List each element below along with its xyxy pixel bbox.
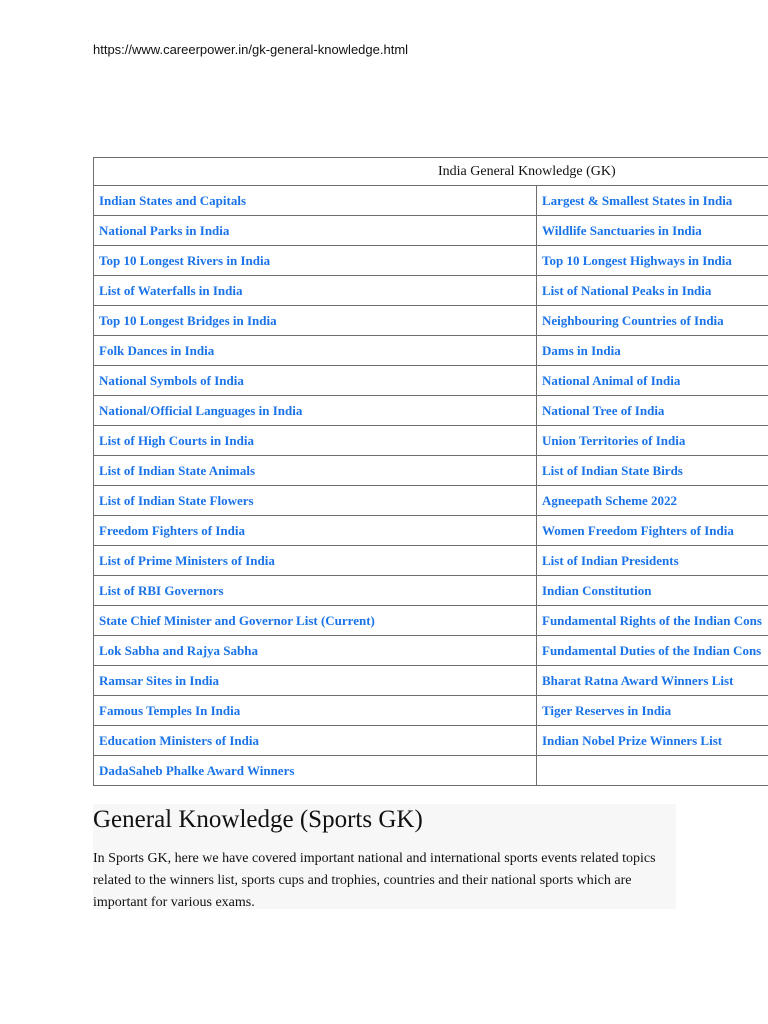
table-cell xyxy=(94,756,537,786)
table-row xyxy=(94,696,768,726)
gk-topic-link[interactable]: National Parks in India xyxy=(99,222,230,238)
table-cell xyxy=(537,516,768,546)
table-cell xyxy=(94,336,537,366)
gk-topic-link[interactable]: List of RBI Governors xyxy=(99,582,224,598)
gk-topic-link[interactable]: Agneepath Scheme 2022 xyxy=(542,492,678,508)
table-cell xyxy=(537,726,768,756)
gk-topic-link[interactable]: List of Indian Presidents xyxy=(542,552,679,568)
gk-topic-link[interactable]: List of National Peaks in India xyxy=(542,282,712,298)
table-cell xyxy=(94,636,537,666)
sports-gk-section xyxy=(93,804,676,909)
table-cell xyxy=(94,186,537,216)
table-row xyxy=(94,366,768,396)
gk-topic-link[interactable]: List of Prime Ministers of India xyxy=(99,552,275,568)
table-cell xyxy=(94,396,537,426)
table-cell xyxy=(537,456,768,486)
table-cell xyxy=(94,546,537,576)
gk-topic-link[interactable]: Bharat Ratna Award Winners List xyxy=(542,672,734,688)
gk-topic-link[interactable]: Education Ministers of India xyxy=(99,732,259,748)
gk-topic-link[interactable]: DadaSaheb Phalke Award Winners xyxy=(99,762,295,778)
table-cell xyxy=(94,516,537,546)
gk-topic-link[interactable]: Wildlife Sanctuaries in India xyxy=(542,222,702,238)
table-cell xyxy=(94,486,537,516)
gk-topic-link[interactable]: List of High Courts in India xyxy=(99,432,254,448)
gk-topic-link[interactable]: Top 10 Longest Rivers in India xyxy=(99,252,271,268)
table-row xyxy=(94,666,768,696)
gk-topic-link[interactable]: Union Territories of India xyxy=(542,432,686,448)
table-cell xyxy=(537,756,768,786)
table-cell xyxy=(94,456,537,486)
table-cell xyxy=(537,696,768,726)
gk-topic-link[interactable]: List of Waterfalls in India xyxy=(99,282,243,298)
gk-topic-link[interactable]: Women Freedom Fighters of India xyxy=(542,522,734,538)
gk-topic-link[interactable]: Top 10 Longest Highways in India xyxy=(542,252,732,268)
table-cell xyxy=(94,216,537,246)
table-row xyxy=(94,246,768,276)
table-row xyxy=(94,336,768,366)
gk-topic-link[interactable]: List of Indian State Birds xyxy=(542,462,683,478)
table-cell xyxy=(537,576,768,606)
table-cell xyxy=(537,606,768,636)
gk-topic-link[interactable]: Indian Nobel Prize Winners List xyxy=(542,732,723,748)
gk-topic-link[interactable]: Famous Temples In India xyxy=(99,702,241,718)
gk-topic-link[interactable]: Neighbouring Countries of India xyxy=(542,312,724,328)
table-cell xyxy=(94,306,537,336)
table-cell xyxy=(94,606,537,636)
gk-topic-link[interactable]: List of Indian State Animals xyxy=(99,462,256,478)
gk-topic-link[interactable]: National/Official Languages in India xyxy=(99,402,303,418)
section-heading: General Knowledge (Sports GK) xyxy=(93,806,423,833)
table-cell xyxy=(537,366,768,396)
table-row xyxy=(94,516,768,546)
table-row xyxy=(94,606,768,636)
gk-topic-link[interactable]: List of Indian State Flowers xyxy=(99,492,254,508)
gk-topic-link[interactable]: Ramsar Sites in India xyxy=(99,672,220,688)
table-row xyxy=(94,276,768,306)
table-row xyxy=(94,306,768,336)
table-row xyxy=(94,576,768,606)
section-paragraph: In Sports GK, here we have covered important national and international sports events related topics related to the winners list, sports cups and trophies, countries and their national sports which are important for various exams. xyxy=(93,851,656,910)
table-cell xyxy=(537,546,768,576)
gk-topic-link[interactable]: Tiger Reserves in India xyxy=(542,702,672,718)
gk-topic-link[interactable]: Fundamental Rights of the Indian Cons xyxy=(542,612,762,628)
table-cell xyxy=(94,276,537,306)
gk-topic-link[interactable]: Indian States and Capitals xyxy=(99,192,247,208)
gk-topic-link[interactable]: Freedom Fighters of India xyxy=(99,522,245,538)
table-cell xyxy=(537,276,768,306)
gk-topic-link[interactable]: National Tree of India xyxy=(542,402,665,418)
gk-topic-link[interactable]: Largest & Smallest States in India xyxy=(542,192,733,208)
table-row xyxy=(94,546,768,576)
gk-topic-link[interactable]: Indian Constitution xyxy=(542,582,652,598)
page-url: https://www.careerpower.in/gk-general-knowledge.html xyxy=(93,42,409,57)
gk-table xyxy=(93,157,768,786)
table-cell xyxy=(537,636,768,666)
table-row xyxy=(94,426,768,456)
table-row xyxy=(94,456,768,486)
table-cell xyxy=(94,696,537,726)
table-cell xyxy=(94,666,537,696)
table-cell xyxy=(94,366,537,396)
table-row xyxy=(94,486,768,516)
table-cell xyxy=(94,246,537,276)
table-row xyxy=(94,186,768,216)
table-cell xyxy=(537,426,768,456)
gk-topic-link[interactable]: Folk Dances in India xyxy=(99,342,215,358)
gk-topic-link[interactable]: National Symbols of India xyxy=(99,372,244,388)
gk-topic-link[interactable]: State Chief Minister and Governor List (Current) xyxy=(99,612,375,628)
table-cell xyxy=(537,216,768,246)
table-row xyxy=(94,396,768,426)
table-cell xyxy=(537,666,768,696)
table-row xyxy=(94,216,768,246)
gk-topic-link[interactable]: National Animal of India xyxy=(542,372,681,388)
gk-table-container xyxy=(93,157,768,786)
table-header-row xyxy=(94,158,768,186)
table-title: India General Knowledge (GK) xyxy=(94,158,768,186)
table-cell xyxy=(537,396,768,426)
table-cell xyxy=(94,576,537,606)
table-row xyxy=(94,726,768,756)
table-cell xyxy=(94,726,537,756)
table-cell xyxy=(537,186,768,216)
table-row xyxy=(94,636,768,666)
gk-topic-link[interactable]: Fundamental Duties of the Indian Cons xyxy=(542,642,762,658)
gk-topic-link[interactable]: Lok Sabha and Rajya Sabha xyxy=(99,642,258,658)
table-cell xyxy=(94,426,537,456)
table-cell xyxy=(537,336,768,366)
table-cell xyxy=(537,246,768,276)
table-cell xyxy=(537,486,768,516)
table-body xyxy=(94,186,768,786)
table-cell xyxy=(537,306,768,336)
gk-topic-link[interactable]: Top 10 Longest Bridges in India xyxy=(99,312,277,328)
gk-topic-link[interactable]: Dams in India xyxy=(542,342,621,358)
table-row xyxy=(94,756,768,786)
